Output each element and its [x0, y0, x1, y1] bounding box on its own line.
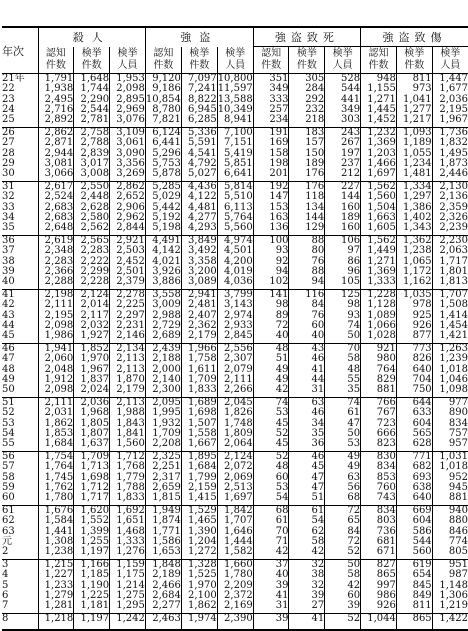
value-cell: 1,692 1,651 1,468 1,333 1,276 [110, 506, 146, 560]
value-cell: 1,093 1,189 1,055 1,234 1,481 [396, 128, 432, 182]
sub-header-cleared: 検挙 件数 [181, 47, 217, 74]
value-cell: 305 284 292 232 218 [289, 74, 325, 128]
value-cell: 2,045 1,826 1,748 1,809 2,064 [217, 398, 253, 452]
sub-header-reported: 認知 件数 [253, 47, 289, 74]
group-header-homicide: 殺人 [38, 27, 145, 47]
value-cell: 1,447 1,677 2,036 2,195 1,967 [432, 74, 468, 128]
value-cell: 1,648 1,744 2,290 2,544 2,781 [74, 74, 110, 128]
value-cell: 2,230 2,063 1,717 1,801 1,813 [432, 236, 468, 290]
value-cell: 1,562 1,560 1,504 1,663 1,605 [361, 182, 397, 236]
value-cell: 41 [289, 614, 325, 630]
value-cell: 2,325 2,251 2,317 2,659 1,815 [145, 452, 181, 506]
sub-header-arrested: 検挙 人員 [432, 47, 468, 74]
value-cell: 7,100 7,151 5,419 5,851 6,641 [217, 128, 253, 182]
value-cell: 2,862 2,871 2,944 3,081 3,066 [38, 128, 74, 182]
sub-header-cleared: 検挙 件数 [289, 47, 325, 74]
sub-header-cleared: 検挙 件数 [74, 47, 110, 74]
value-cell: 1,848 2,189 2,466 2,684 2,277 [145, 560, 181, 614]
value-cell: 2,617 2,524 2,683 2,683 2,648 [38, 182, 74, 236]
value-cell: 2,095 1,995 1,932 1,709 2,208 [145, 398, 181, 452]
value-cell: 32 38 32 39 27 [289, 560, 325, 614]
value-cell: 4,491 4,142 4,021 3,926 3,886 [145, 236, 181, 290]
table-body [2, 74, 468, 630]
value-cell: 2,941 2,481 2,407 2,362 2,179 [181, 290, 217, 344]
group-header-robbery-death: 強盗致死 [253, 27, 360, 47]
value-cell: 192 147 153 163 136 [253, 182, 289, 236]
value-cell: 1,791 1,938 2,495 2,716 2,892 [38, 74, 74, 128]
value-cell: 61 54 62 58 42 [289, 506, 325, 560]
value-cell: 39 [253, 614, 289, 630]
value-cell: 1,044 [361, 614, 397, 630]
value-cell: 2,921 2,503 2,452 2,501 2,379 [110, 236, 146, 290]
value-cell: 176 118 134 144 129 [289, 182, 325, 236]
sub-header-arrested: 検挙 人員 [110, 47, 146, 74]
value-cell: 766 767 723 666 823 [361, 398, 397, 452]
value-cell: 1,842 1,707 1,646 1,444 1,582 [217, 506, 253, 560]
value-cell: 43 46 41 44 31 [289, 344, 325, 398]
value-cell: 3,109 3,061 3,090 3,356 3,269 [110, 128, 146, 182]
value-cell: 1,620 1,552 1,399 1,255 1,197 [74, 506, 110, 560]
value-cell: 63 46 34 35 36 [289, 398, 325, 452]
table-row [2, 344, 468, 398]
table-row [2, 614, 468, 630]
table-row [2, 560, 468, 614]
group-header-robbery: 強盗 [145, 27, 253, 47]
value-cell: 4,436 4,122 4,481 4,277 4,293 [181, 182, 217, 236]
value-cell: 1,263 1,239 1,018 1,046 1,098 [432, 344, 468, 398]
year-cell: 46 47 48 49 50 [2, 344, 38, 398]
value-cell: 921 980 764 829 881 [361, 344, 397, 398]
group-header-row [2, 27, 468, 47]
value-cell: 1,660 1,780 2,209 2,372 2,169 [217, 560, 253, 614]
value-cell: 1,676 1,584 1,441 1,308 1,238 [38, 506, 74, 560]
value-cell: 773 826 640 704 750 [396, 344, 432, 398]
value-cell: 106 97 86 96 105 [325, 236, 361, 290]
value-cell: 227 144 160 189 160 [325, 182, 361, 236]
value-cell: 2,111 2,031 1,862 1,853 1,684 [38, 398, 74, 452]
value-cell: 50 58 42 60 39 [325, 560, 361, 614]
table-row [2, 506, 468, 560]
value-cell: 5,814 5,510 6,113 5,764 5,560 [217, 182, 253, 236]
value-cell: 2,390 [217, 614, 253, 630]
value-cell: 1,949 1,874 1,771 1,586 1,653 [145, 506, 181, 560]
value-cell: 1,709 1,713 1,698 1,712 1,717 [74, 452, 110, 506]
value-cell: 1,941 2,060 2,048 1,912 2,098 [38, 344, 74, 398]
value-cell: 771 682 693 638 640 [396, 452, 432, 506]
value-cell: 528 544 441 349 303 [325, 74, 361, 128]
value-cell: 1,334 1,297 1,386 1,402 1,343 [396, 182, 432, 236]
value-cell: 49 49 63 56 68 [325, 452, 361, 506]
value-cell: 830 834 853 760 743 [361, 452, 397, 506]
value-cell: 2,619 2,348 2,283 2,366 2,288 [38, 236, 74, 290]
value-cell: 1,852 1,970 1,967 1,837 2,024 [74, 344, 110, 398]
group-header-robbery-injury: 強盗致傷 [361, 27, 468, 47]
value-cell: 1,422 [432, 614, 468, 630]
value-cell: 74 53 45 52 45 [253, 398, 289, 452]
value-cell: 1,031 1,018 952 945 881 [432, 452, 468, 506]
value-cell: 183 157 150 189 176 [289, 128, 325, 182]
value-cell: 1,215 1,227 1,233 1,279 1,281 [38, 560, 74, 614]
sub-header-reported: 認知 件数 [38, 47, 74, 74]
value-cell: 865 [396, 614, 432, 630]
value-cell: 46 45 47 47 51 [289, 452, 325, 506]
value-cell: 1,218 [38, 614, 74, 630]
table-row [2, 452, 468, 506]
table-row [2, 398, 468, 452]
year-cell: 31 32 33 34 35 [2, 182, 38, 236]
value-cell: 1,242 [110, 614, 146, 630]
value-cell: 1,228 1,128 1,089 1,066 1,028 [361, 290, 397, 344]
value-cell: 52 [325, 614, 361, 630]
value-cell: 669 604 586 544 560 [396, 506, 432, 560]
value-cell: 2,565 2,283 2,222 2,299 2,228 [74, 236, 110, 290]
value-cell: 1,953 2,098 2,895 2,969 3,076 [110, 74, 146, 128]
value-cell: 243 267 197 237 212 [325, 128, 361, 182]
value-cell: 3,849 3,492 3,358 3,200 3,089 [181, 236, 217, 290]
value-cell: 70 58 48 55 35 [325, 344, 361, 398]
value-cell: 1,232 1,369 1,203 1,466 1,697 [361, 128, 397, 182]
value-cell: 834 803 736 681 671 [361, 506, 397, 560]
year-cell: 56 57 58 59 60 [2, 452, 38, 506]
year-cell: 26 27 28 29 30 [2, 128, 38, 182]
value-cell: 3,558 3,009 2,988 2,729 2,689 [145, 290, 181, 344]
sub-header-reported: 認知 件数 [361, 47, 397, 74]
value-cell: 1,166 1,185 1,190 1,225 1,181 [74, 560, 110, 614]
value-cell: 2,556 2,307 2,079 2,111 2,266 [217, 344, 253, 398]
value-cell: 72 65 84 72 52 [325, 506, 361, 560]
value-cell: 2,134 2,113 2,113 1,870 2,179 [110, 344, 146, 398]
value-cell: 3,799 3,143 2,974 2,933 2,845 [217, 290, 253, 344]
value-cell: 1,362 1,238 1,065 1,172 1,162 [396, 236, 432, 290]
sub-header-reported: 認知 件数 [145, 47, 181, 74]
value-cell: 811 973 1,041 1,277 1,217 [396, 74, 432, 128]
value-cell: 2,550 2,448 2,628 2,580 2,562 [74, 182, 110, 236]
value-cell: 116 84 76 60 40 [289, 290, 325, 344]
value-cell: 37 40 39 41 31 [253, 560, 289, 614]
value-cell: 2,130 2,136 2,359 2,326 2,239 [432, 182, 468, 236]
table-row [2, 182, 468, 236]
value-cell: 48 51 49 49 42 [253, 344, 289, 398]
value-cell: 1,707 1,508 1,414 1,454 1,421 [432, 290, 468, 344]
table-row [2, 128, 468, 182]
value-cell: 1,159 1,175 1,214 1,275 1,295 [110, 560, 146, 614]
year-cell: 61 62 63 元 2 [2, 506, 38, 560]
value-cell: 2,036 1,968 1,805 1,807 1,637 [74, 398, 110, 452]
value-cell: 977 890 834 757 957 [432, 398, 468, 452]
value-cell: 4,974 4,501 4,200 4,019 4,036 [217, 236, 253, 290]
value-cell: 5,336 5,591 4,541 4,792 5,027 [181, 128, 217, 182]
table-row [2, 236, 468, 290]
value-cell: 1,736 1,832 1,495 1,873 2,446 [432, 128, 468, 182]
value-cell: 1,966 1,758 1,611 1,709 1,833 [181, 344, 217, 398]
year-cell: 3 4 5 6 7 [2, 560, 38, 614]
value-cell: 6,124 6,441 5,296 5,753 5,878 [145, 128, 181, 182]
value-cell: 951 987 1,148 1,306 1,219 [432, 560, 468, 614]
value-cell: 2,198 2,111 2,195 2,098 1,986 [38, 290, 74, 344]
sub-header-cleared: 検挙 件数 [396, 47, 432, 74]
value-cell: 10,800 11,597 13,588 10,349 8,941 [217, 74, 253, 128]
year-column-header: 年次 [2, 27, 38, 74]
year-cell: 41 42 43 44 45 [2, 290, 38, 344]
value-cell: 7,097 7,241 8,822 6,945 6,285 [181, 74, 217, 128]
table-row [2, 74, 468, 128]
value-cell: 1,328 1,525 1,970 2,100 1,862 [181, 560, 217, 614]
year-cell: 21年 22 23 24 25 [2, 74, 38, 128]
value-cell: 619 654 845 849 811 [396, 560, 432, 614]
crime-statistics-table [2, 26, 468, 631]
sub-header-row [2, 47, 468, 74]
value-cell: 74 61 47 50 53 [325, 398, 361, 452]
value-cell: 5,285 5,029 5,442 5,192 5,198 [145, 182, 181, 236]
value-cell: 68 61 70 71 42 [253, 506, 289, 560]
value-cell: 1,974 [181, 614, 217, 630]
value-cell: 141 98 89 72 40 [253, 290, 289, 344]
sub-header-arrested: 検挙 人員 [325, 47, 361, 74]
value-cell: 644 633 604 565 628 [396, 398, 432, 452]
value-cell: 2,758 2,788 2,839 3,017 3,008 [74, 128, 110, 182]
value-cell: 2,463 [145, 614, 181, 630]
value-cell: 1,754 1,764 1,745 1,762 1,780 [38, 452, 74, 506]
value-cell: 1,712 1,768 1,779 1,788 1,833 [110, 452, 146, 506]
value-cell: 1,529 1,465 1,390 1,204 1,272 [181, 506, 217, 560]
value-cell: 52 48 60 53 54 [253, 452, 289, 506]
value-cell: 88 80 76 88 94 [289, 236, 325, 290]
year-cell: 36 37 38 39 40 [2, 236, 38, 290]
value-cell: 125 98 93 74 50 [325, 290, 361, 344]
value-cell: 1,562 1,449 1,271 1,369 1,333 [361, 236, 397, 290]
value-cell: 1,197 [74, 614, 110, 630]
value-cell: 351 349 333 257 234 [253, 74, 289, 128]
value-cell: 100 93 92 94 102 [253, 236, 289, 290]
year-cell: 8 [2, 614, 38, 630]
value-cell: 1,689 1,698 1,507 1,558 1,667 [181, 398, 217, 452]
value-cell: 948 1,155 1,271 1,445 1,452 [361, 74, 397, 128]
value-cell: 9,120 9,186 10,854 8,780 7,821 [145, 74, 181, 128]
value-cell: 2,113 1,988 1,843 1,841 1,560 [110, 398, 146, 452]
value-cell: 827 865 997 986 926 [361, 560, 397, 614]
sub-header-arrested: 検挙 人員 [217, 47, 253, 74]
value-cell: 940 880 846 774 805 [432, 506, 468, 560]
table-row [2, 290, 468, 344]
value-cell: 2,278 2,225 2,297 2,231 2,146 [110, 290, 146, 344]
value-cell: 2,124 2,072 2,069 2,513 1,697 [217, 452, 253, 506]
year-cell: 51 52 53 54 55 [2, 398, 38, 452]
value-cell: 1,895 1,684 1,799 2,159 1,415 [181, 452, 217, 506]
value-cell: 1,035 978 925 926 877 [396, 290, 432, 344]
value-cell: 2,862 2,652 2,906 2,962 2,844 [110, 182, 146, 236]
value-cell: 2,439 2,188 2,000 2,140 2,300 [145, 344, 181, 398]
value-cell: 2,124 2,014 2,117 2,032 1,927 [74, 290, 110, 344]
value-cell: 191 169 158 198 201 [253, 128, 289, 182]
